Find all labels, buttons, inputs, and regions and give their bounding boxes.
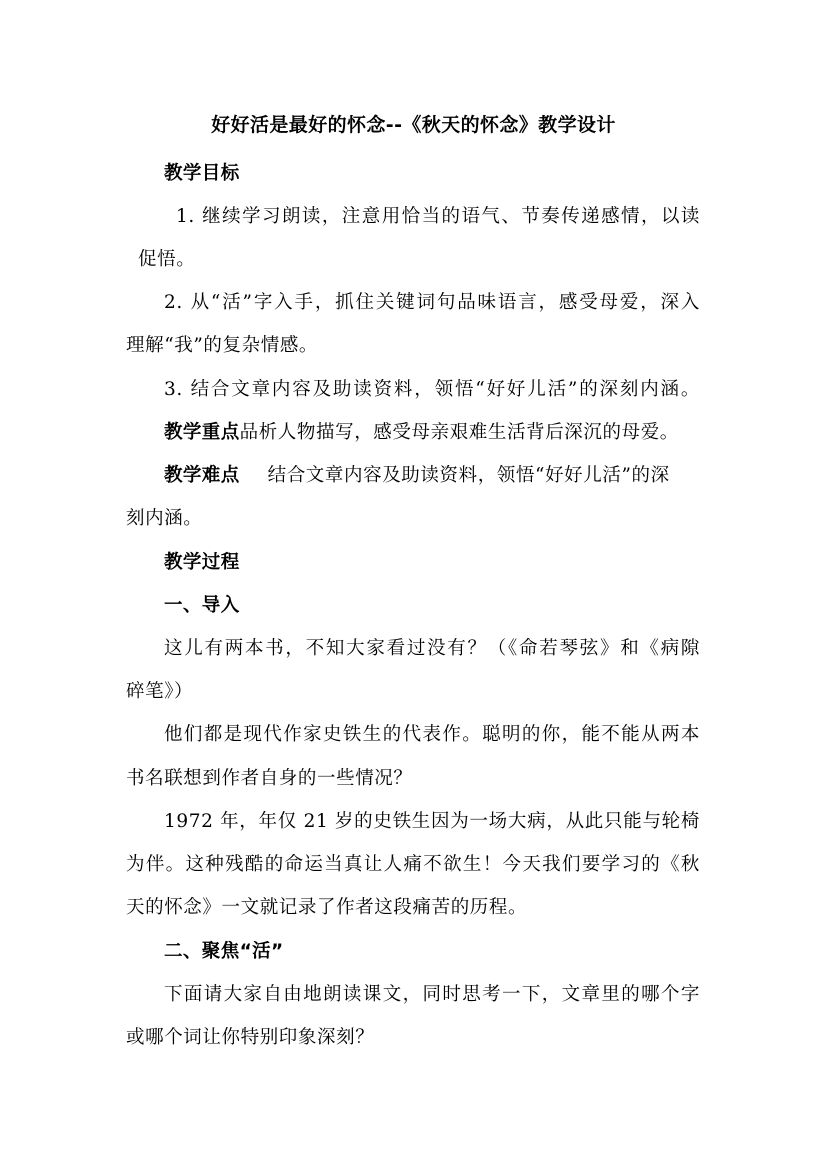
difficulty-paragraph (164, 464, 670, 488)
part2-p1-line2: 或哪个词让你特别印象深刻？ (126, 1027, 375, 1048)
key-point-label: 教学重点 (164, 422, 240, 443)
part2-heading: 二、聚焦“活” (164, 941, 284, 962)
part1-p3-line1: 1972 年，年仅 21 岁的史铁生因为一场大病，从此只能与轮椅 (164, 811, 700, 832)
part2-p1-line1: 下面请大家自由地朗读课文，同时思考一下，文章里的哪个字 (164, 984, 700, 1005)
objectives-heading: 教学目标 (164, 163, 240, 184)
part1-p2-line2: 书名联想到作者自身的一些情况？ (126, 768, 413, 789)
process-heading: 教学过程 (164, 552, 240, 573)
objective-2-line2: 理解“我”的复杂情感。 (126, 335, 319, 356)
part1-p1-line2: 碎笔》） (126, 681, 194, 702)
difficulty-text-line2: 刻内涵。 (126, 508, 203, 529)
part1-p3-line2: 为伴。这种残酷的命运当真让人痛不欲生！今天我们要学习的《秋 (126, 854, 700, 875)
key-point-text: 品析人物描写，感受母亲艰难生活背后深沉的母爱。 (239, 422, 679, 443)
difficulty-label: 教学难点 (164, 465, 240, 486)
part1-heading: 一、导入 (164, 595, 240, 616)
part1-p1-line1: 这儿有两本书，不知大家看过没有？（《命若琴弦》和《病隙 (164, 638, 700, 659)
part1-p2-line1: 他们都是现代作家史铁生的代表作。聪明的你，能不能从两本 (164, 724, 700, 745)
difficulty-text-line1: 结合文章内容及助读资料，领悟“好好儿活”的深 (267, 465, 670, 486)
objective-1-line1: 1. 继续学习朗读，注意用恰当的语气、节奏传递感情，以读 (176, 206, 700, 227)
objective-2-line1: 2. 从“活”字入手，抓住关键词句品味语言，感受母爱，深入 (164, 292, 700, 313)
part1-p3-line3: 天的怀念》一文就记录了作者这段痛苦的历程。 (126, 897, 528, 918)
objective-3: 3. 结合文章内容及助读资料，领悟“好好儿活”的深刻内涵。 (164, 379, 700, 400)
document-title: 好好活是最好的怀念--《秋天的怀念》教学设计 (211, 114, 616, 136)
key-point-paragraph (164, 421, 679, 445)
objective-1-line2: 促悟。 (138, 249, 196, 270)
